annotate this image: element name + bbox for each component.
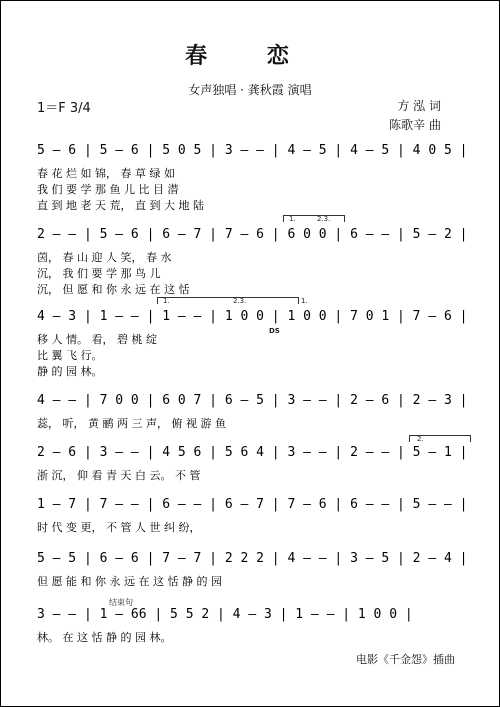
lyric-line: 林。 在 这 恬 静 的 园 林。 — [37, 631, 172, 644]
lyric-line: 沉， 我 们 要 学 那 鸟 儿 — [37, 267, 161, 280]
volta-1-mark: 1. — [301, 297, 308, 305]
notation-line: 2 – – | 5 – 6 | 6 – 7 | 7 – 6 | 6 0 0 | 6 – – | 5 – 2 | — [37, 227, 468, 242]
notation-line: 2 – 6 | 3 – – | 4 5 6 | 5 6 4 | 3 – – | 2 – – | 5 – 1 | — [37, 445, 468, 460]
notation-line: 1 – 7 | 7 – – | 6 – – | 6 – 7 | 7 – 6 | 6 – – | 5 – – | — [37, 497, 468, 512]
lyric-line: 静 的 园 林。 — [37, 365, 103, 378]
song-title: 春 恋 — [185, 43, 315, 69]
notation-line: 5 – 6 | 5 – 6 | 5 0 5 | 3 – – | 4 – 5 | 4 – 5 | 4 0 5 | — [37, 143, 468, 158]
volta-2-mark: 2. — [417, 435, 424, 443]
lyric-line: 移 人 情。 看， 碧 桃 绽 — [37, 333, 157, 346]
coda-label: 结束句 — [109, 598, 133, 607]
volta-23-mark: 2.3. — [317, 215, 331, 223]
credits — [389, 97, 441, 135]
volta-bracket — [157, 297, 299, 304]
notation-line: 4 – – | 7 0 0 | 6 0 7 | 6 – 5 | 3 – – | 2 – 6 | 2 – 3 | — [37, 393, 468, 408]
ds-mark: DS — [269, 327, 280, 335]
notation-line: 4 – 3 | 1 – – | 1 – – | 1 0 0 | 1 0 0 | 7 0 1 | 7 – 6 | — [37, 309, 468, 324]
film-footer: 电影《千金怨》插曲 — [356, 653, 455, 666]
lyric-line: 蕊， 听， 黄 鹂 两 三 声， 俯 视 游 鱼 — [37, 417, 226, 430]
lyric-line: 但 愿 能 和 你 永 远 在 这 恬 静 的 园 — [37, 575, 222, 588]
volta-1-mark: 1. — [289, 215, 296, 223]
notation-line: 5 – 5 | 6 – 6 | 7 – 7 | 2 2 2 | 4 – – | 3 – 5 | 2 – 4 | — [37, 551, 468, 566]
lyric-line: 比 翼 飞 行。 — [37, 349, 103, 362]
lyric-line: 沉， 但 愿 和 你 永 远 在 这 恬 — [37, 283, 190, 296]
lyric-line: 茵， 春 山 迎 人 笑， 春 水 — [37, 251, 172, 264]
volta-1-mark: 1. — [163, 297, 170, 305]
performer-subtitle: 女声独唱 · 龚秋霞 演唱 — [188, 83, 312, 97]
key-signature: 1＝F 3/4 — [37, 101, 91, 116]
lyric-line: 时 代 变 更， 不 管 人 世 纠 纷， — [37, 521, 201, 534]
notation-line: 3 – – | 1 – 66 | 5 5 2 | 4 – 3 | 1 – – | 1 0 0 | — [37, 607, 413, 622]
volta-23-mark: 2.3. — [233, 297, 247, 305]
lyric-line: 春 花 烂 如 锦， 春 草 绿 如 — [37, 167, 175, 180]
lyric-line: 我 们 要 学 那 鱼 儿 比 目 潜 — [37, 183, 179, 196]
lyricist-credit: 方 泓 词 — [397, 99, 441, 113]
lyric-line: 浙 沉， 仰 看 青 天 白 云。 不 管 — [37, 469, 201, 482]
composer-credit: 陈歌辛 曲 — [389, 118, 441, 132]
lyric-line: 直 到 地 老 天 荒， 直 到 大 地 陆 — [37, 199, 204, 212]
